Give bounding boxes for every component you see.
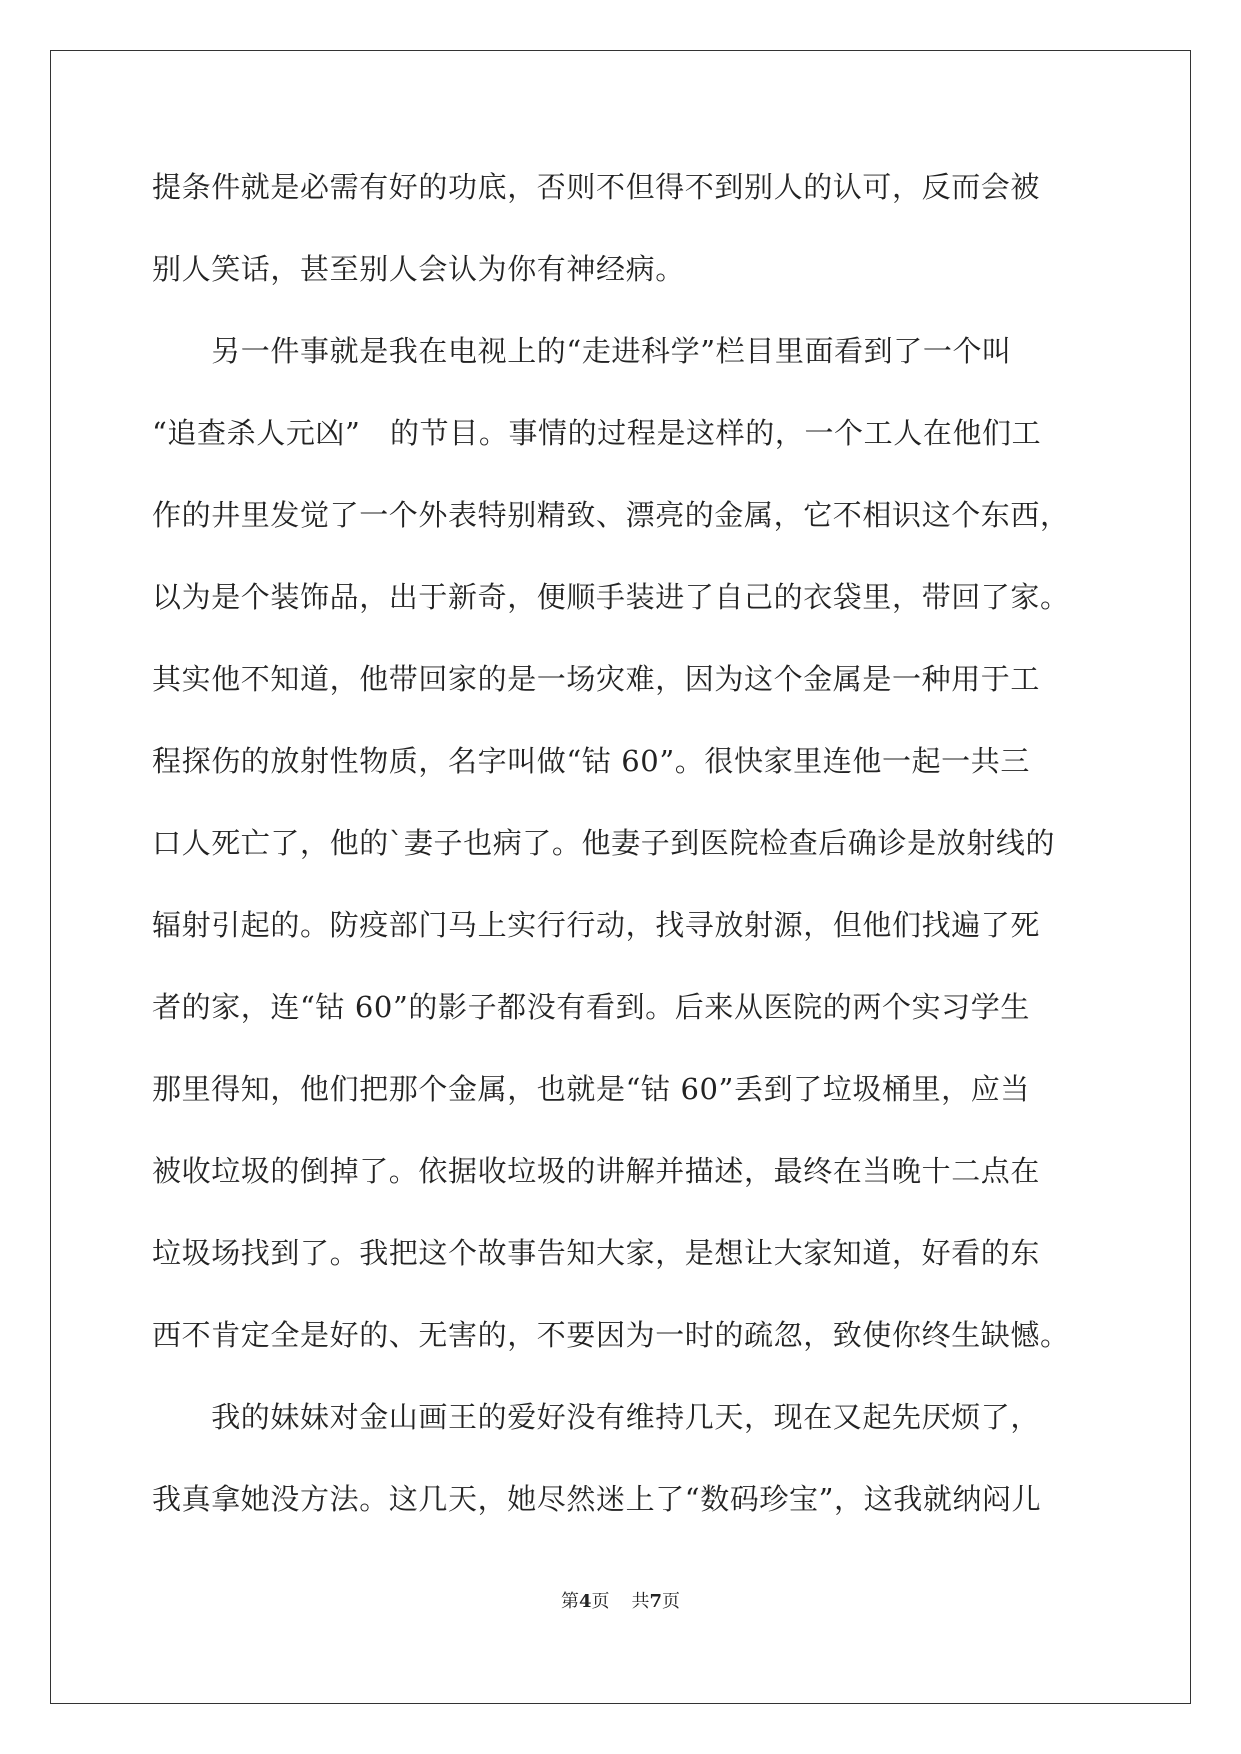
- page-prefix: 第: [560, 1591, 579, 1612]
- text-line: 我真拿她没方法。这几天，她尽然迷上了“数码珍宝”，这我就纳闷儿: [152, 1482, 1042, 1516]
- body-text: [152, 162, 1092, 1556]
- text-line: “追查杀人元凶” 的节目。事情的过程是这样的，一个工人在他们工: [152, 416, 1042, 450]
- page-footer: [0, 1590, 1241, 1614]
- text-line: 那里得知，他们把那个金属，也就是“钴 60”丢到了垃圾桶里，应当: [152, 1072, 1030, 1106]
- text-line: 垃圾场找到了。我把这个故事告知大家，是想让大家知道，好看的东: [152, 1236, 1041, 1270]
- text-line: 以为是个装饰品，出于新奇，便顺手装进了自己的衣袋里，带回了家。: [152, 580, 1070, 614]
- total-suffix: 页: [662, 1591, 681, 1612]
- page-suffix: 页: [591, 1591, 610, 1612]
- page-total: 7: [649, 1591, 663, 1612]
- text-line: 者的家，连“钴 60”的影子都没有看到。后来从医院的两个实习学生: [152, 990, 1030, 1024]
- text-line: 我的妹妹对金山画王的爱好没有维持几天，现在又起先厌烦了，: [152, 1400, 1041, 1434]
- text-line: 被收垃圾的倒掉了。依据收垃圾的讲解并描述，最终在当晚十二点在: [152, 1154, 1041, 1188]
- total-prefix: 共: [631, 1591, 650, 1612]
- text-line: 另一件事就是我在电视上的“走进科学”栏目里面看到了一个叫: [152, 334, 1012, 368]
- text-line: 西不肯定全是好的、无害的，不要因为一时的疏忽，致使你终生缺憾。: [152, 1318, 1070, 1352]
- text-line: 口人死亡了，他的`妻子也病了。他妻子到医院检查后确诊是放射线的: [152, 826, 1056, 860]
- text-line: 别人笑话，甚至别人会认为你有神经病。: [152, 252, 685, 286]
- text-line: 作的井里发觉了一个外表特别精致、漂亮的金属，它不相识这个东西，: [152, 498, 1070, 532]
- page-current: 4: [578, 1591, 592, 1612]
- text-line: 辐射引起的。防疫部门马上实行行动，找寻放射源，但他们找遍了死: [152, 908, 1041, 942]
- text-line: 提条件就是必需有好的功底，否则不但得不到别人的认可，反而会被: [152, 170, 1041, 204]
- text-line: 其实他不知道，他带回家的是一场灾难，因为这个金属是一种用于工: [152, 662, 1041, 696]
- text-line: 程探伤的放射性物质，名字叫做“钴 60”。很快家里连他一起一共三: [152, 744, 1030, 778]
